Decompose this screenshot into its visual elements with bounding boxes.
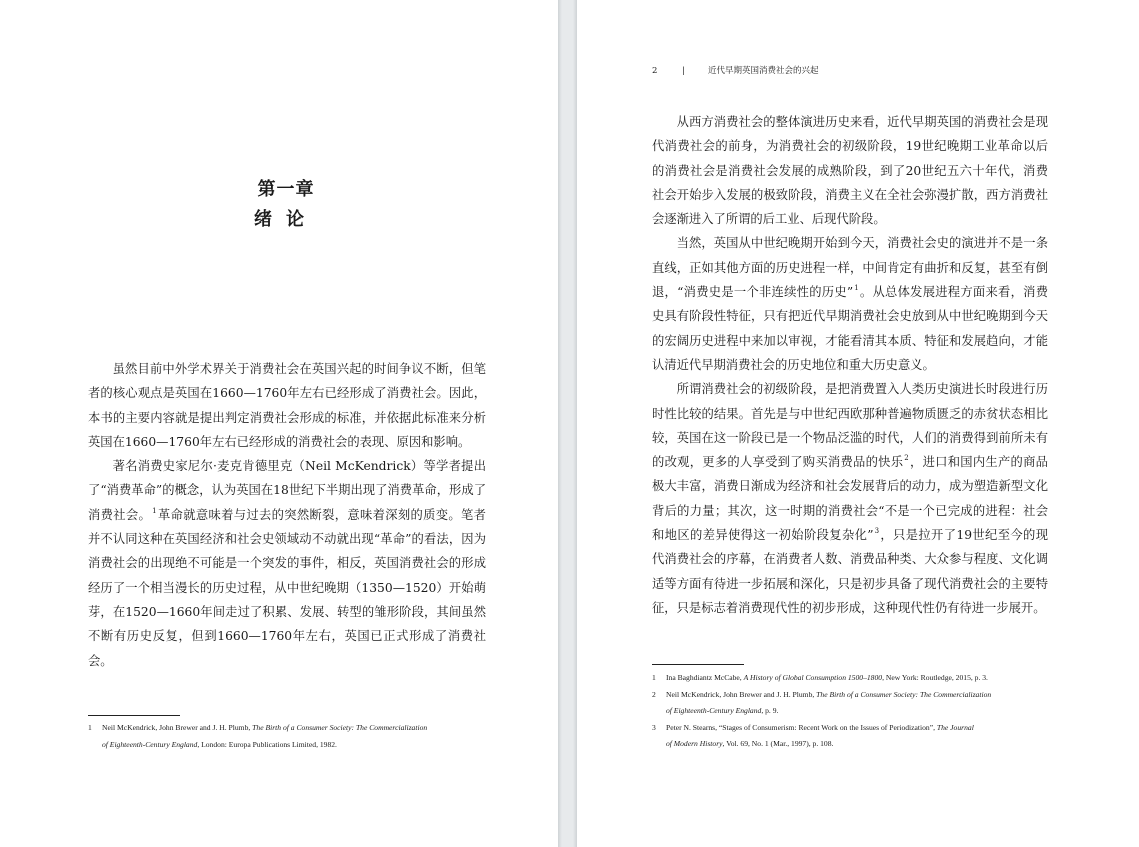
left-body-text <box>88 357 486 673</box>
footnote-text: Neil McKendrick, John Brewer and J. H. Plumb, <box>666 689 817 699</box>
paragraph-text: 著名消费史家尼尔·麦克肯德里克（Neil McKendrick）等学者提出了“消费革命”的概念，认为英国在18世纪下半期出现了消费革命，形成了消费社会。 <box>88 459 486 522</box>
running-header <box>652 64 819 78</box>
right-body-text <box>652 110 1048 620</box>
paragraph-text: 当然，英国从中世纪晚期开始到今天，消费社会史的演进并不是一条直线，正如其他方面的历史进程一样，中间肯定有曲折和反复，甚至有倒退，“消费史是一个非连续性的历史” <box>652 236 1048 300</box>
footnote-text: , London: Europa Publications Limited, 1982. <box>197 739 337 749</box>
paragraph <box>652 377 1048 620</box>
footnote-marker[interactable]: 3 <box>874 527 880 536</box>
footnote-title: The Birth of a Consumer Society: The Commercialization <box>816 689 992 699</box>
paragraph-text: 。从总体发展进程方面来看，消费史具有阶段性特征，只有把近代早期消费社会史放到从中世纪晚期到今天的宏阔历史进程中来加以审视，才能看清其本质、特征和发展趋向，才能认清近代早期消费社会的历史地位和重大历史意义。 <box>652 285 1048 372</box>
footnote-continuation <box>652 736 1052 753</box>
footnote-text: , New York: Routledge, 2015, p. 3. <box>882 673 988 682</box>
footnote-rule <box>652 664 744 665</box>
footnote-continuation <box>652 703 1052 720</box>
footnote-text: Neil McKendrick, John Brewer and J. H. Plumb, <box>102 723 253 732</box>
footnote-title: A History of Global Consumption 1500–1800 <box>743 673 883 682</box>
paragraph <box>652 110 1048 231</box>
footnote-title: of Eighteenth-Century England <box>666 706 762 715</box>
footnote-text: Ina Baghdiantz McCabe, <box>666 673 744 682</box>
footnote <box>652 670 1052 687</box>
footnote-title: of Modern History <box>666 739 723 748</box>
footnote-marker[interactable]: 1 <box>152 506 157 515</box>
footnotes <box>652 670 1052 753</box>
header-separator: | <box>682 66 685 76</box>
footnote <box>652 687 1052 704</box>
footnote-number: 3 <box>652 722 656 732</box>
chapter-heading <box>0 175 558 235</box>
paragraph-text: 所谓消费社会的初级阶段，是把消费置入人类历史演进长时段进行历时性比较的结果。首先是与中世纪西欧那种普遍物质匮乏的赤贫状态相比较，英国在这一阶段已是一个物品泛滥的时代，人们的消费得到前所未有的改观，更多的人享受到了购买消费品的快乐 <box>652 382 1048 470</box>
paragraph-text: 革命就意味着与过去的突然断裂，意味着深刻的质变。笔者并不认同这种在英国经济和社会史领域动不动就出现“革命”的看法，因为消费社会的出现绝不可能是一个突发的事件，相反，英国消费社会的形成经历了一个相当漫长的历史过程，从中世纪晚期（1350—1520）开始萌芽，在1520—1660年间走过了积累、发展、转型的雏形阶段，其间虽然不断有历史反复，但到1660—1760年左右，英国已正式形成了消费社会。 <box>88 507 486 668</box>
page-number: 2 <box>652 66 658 76</box>
footnote-text: , p. 9. <box>761 706 779 715</box>
paragraph-text: 虽然目前中外学术界关于消费社会在英国兴起的时间争议不断，但笔者的核心观点是英国在1660—1760年左右已经形成了消费社会。因此，本书的主要内容就是提出判定消费社会形成的标准，并依据此标准来分析英国在1660—1760年左右已经形成的消费社会的表现、原因和影响。 <box>88 362 486 449</box>
right-page <box>577 0 1139 847</box>
footnote-number: 1 <box>88 723 92 732</box>
footnote-rule <box>88 715 180 716</box>
footnote-text: , Vol. 69, No. 1 (Mar., 1997), p. 108. <box>722 739 834 748</box>
left-page <box>0 0 558 847</box>
paragraph-text: ，只是拉开了19世纪至今的现代消费社会的序幕，在消费者人数、消费品种类、大众参与程度、文化调适等方面有待进一步拓展和深化，只是初步具备了现代消费社会的主要特征，只是标志着消费现代性的初步形成，这种现代性仍有待进一步展开。 <box>652 528 1048 615</box>
footnotes <box>88 720 488 753</box>
paragraph-text: 从西方消费社会的整体演进历史来看，近代早期英国的消费社会是现代消费社会的前身，为消费社会的初级阶段，19世纪晚期工业革命以后的消费社会是消费社会发展的成熟阶段，到了20世纪五六十年代，消费社会开始步入发展的极致阶段，消费主义在全社会弥漫扩散，西方消费社会逐渐进入了所谓的后工业、后现代阶段。 <box>652 115 1048 227</box>
chapter-number: 第一章 <box>257 179 315 200</box>
footnote <box>652 720 1052 737</box>
page-gutter <box>558 0 577 847</box>
footnote-marker[interactable]: 1 <box>854 284 859 293</box>
paragraph-text: ，进口和国内生产的商品极大丰富，消费日渐成为经济和社会发展背后的动力，成为塑造新型文化背后的力量；其次，这一时期的消费社会“不是一个已完成的进程：社会和地区的差异使得这一初始阶段复杂化” <box>652 455 1048 543</box>
footnote <box>88 720 488 737</box>
paragraph <box>88 454 486 673</box>
paragraph <box>652 231 1048 377</box>
footnote-marker[interactable]: 2 <box>904 454 909 463</box>
footnote-number: 1 <box>652 673 656 682</box>
footnote-number: 2 <box>652 689 656 699</box>
paragraph <box>88 357 486 454</box>
footnote-title: The Birth of a Consumer Society: The Commercialization <box>252 723 428 732</box>
footnote-continuation <box>88 737 488 754</box>
footnote-text: Peter N. Stearns, “Stages of Consumerism: Recent Work on the Issues of Periodization”, <box>666 722 937 732</box>
footnote-title: of Eighteenth-Century England <box>102 739 198 749</box>
footnote-title: The Journal <box>936 722 974 732</box>
chapter-title: 绪论 <box>254 209 318 230</box>
running-title: 近代早期英国消费社会的兴起 <box>708 66 819 76</box>
